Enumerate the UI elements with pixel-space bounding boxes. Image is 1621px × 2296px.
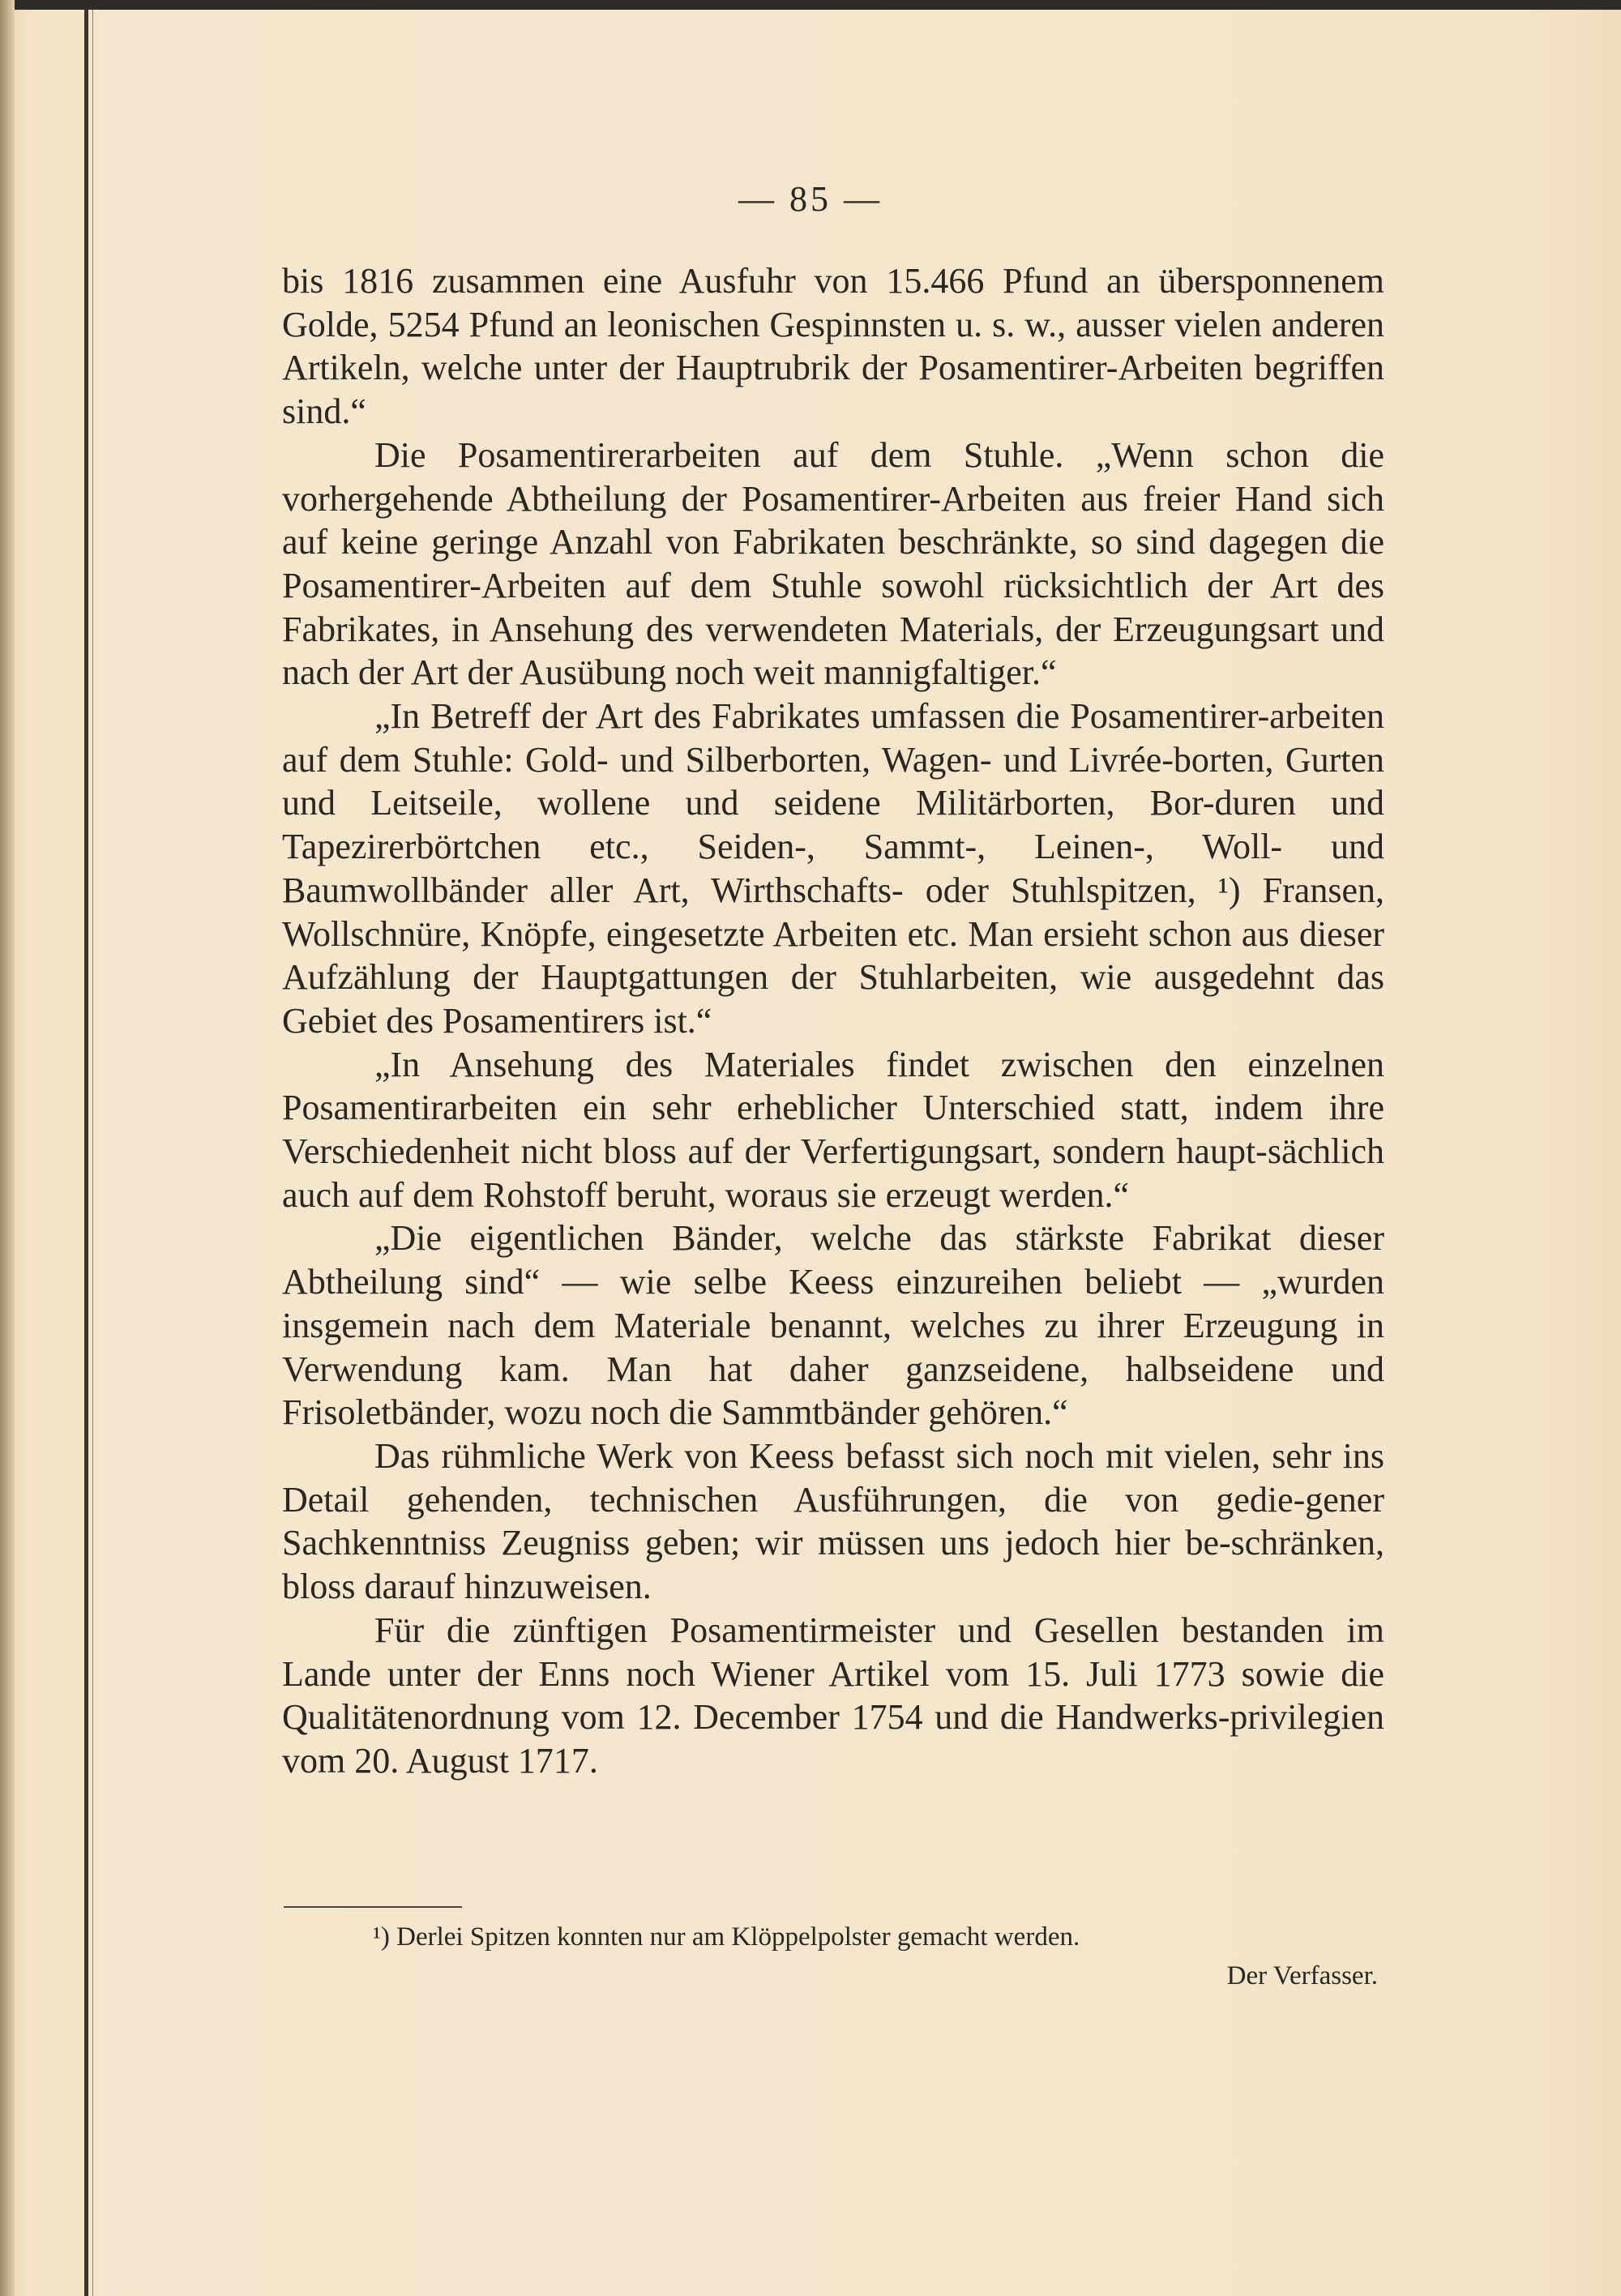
paragraph-6: Das rühmliche Werk von Keess befasst sich noch mit vielen, sehr ins Detail gehenden, technischen Ausführungen, die von gedie-gener Sachkenntniss Zeugniss geben; wir müssen uns jedoch hier be-schränken, bloss darauf hinzuweisen. (282, 1435, 1384, 1607)
footnote: ¹) Derlei Spitzen konnten nur am Klöppelpolster gemacht werden. (373, 1922, 1080, 1952)
body-text (282, 259, 1384, 1783)
paragraph-7: Für die zünftigen Posamentirmeister und Gesellen bestanden im Lande unter der Enns noch Wiener Artikel vom 15. Juli 1773 sowie die Qualitätenordnung vom 12. December 1754 und die Handwerks-privilegien vom 20. August 1717. (282, 1610, 1384, 1781)
paragraph-4: „In Ansehung des Materiales findet zwischen den einzelnen Posamentirarbeiten ein sehr erheblicher Unterschied statt, indem ihre Verschiedenheit nicht bloss auf der Verfertigungsart, sondern haupt-sächlich auch auf dem Rohstoff beruht, woraus sie erzeugt werden.“ (282, 1044, 1384, 1215)
paragraph-2: Die Posamentirerarbeiten auf dem Stuhle. „Wenn schon die vorhergehende Abtheilung der Posamentirer-Arbeiten aus freier Hand sich auf keine geringe Anzahl von Fabrikaten beschränkte, so sind dagegen die Posamentirer-Arbeiten auf dem Stuhle sowohl rücksichtlich der Art des Fabrikates, in Ansehung des verwendeten Materials, der Erzeugungsart und nach der Art der Ausübung noch weit mannigfaltiger.“ (282, 434, 1384, 693)
paragraph-3: „In Betreff der Art des Fabrikates umfassen die Posamentirer-arbeiten auf dem Stuhle: Gold- und Silberborten, Wagen- und Livrée-borten, Gurten und Leitseile, wollene und seidene Militärborten, Bor-duren und Tapezirerbörtchen etc., Seiden-, Sammt-, Leinen-, Woll- und Baumwollbänder aller Art, Wirthschafts- oder Stuhlspitzen, ¹) Fransen, Wollschnüre, Knöpfe, eingesetzte Arbeiten etc. Man ersieht schon aus dieser Aufzählung der Hauptgattungen der Stuhlarbeiten, wie ausgedehnt das Gebiet des Posamentirers ist.“ (282, 696, 1384, 1041)
scan-top-edge (0, 0, 1621, 10)
scan-border-line-thin (92, 10, 93, 2296)
spine-shadow (0, 0, 15, 2296)
page-number: — 85 — (738, 179, 883, 219)
scan-border-line (84, 10, 88, 2296)
paragraph-5: „Die eigentlichen Bänder, welche das stärkste Fabrikat dieser Abtheilung sind“ — wie selbe Keess einzureihen beliebt — „wurden insgemein nach dem Materiale benannt, welches zu ihrer Erzeugung in Verwendung kam. Man hat daher ganzseidene, halbseidene und Frisoletbänder, wozu noch die Sammtbänder gehören.“ (282, 1218, 1384, 1433)
paragraph-1: bis 1816 zusammen eine Ausfuhr von 15.466 Pfund an übersponnenem Golde, 5254 Pfund an leonischen Gespinnsten u. s. w., ausser vielen anderen Artikeln, welche unter der Hauptrubrik der Posamentirer-Arbeiten begriffen sind.“ (282, 261, 1384, 432)
footnote-rule (284, 1906, 462, 1908)
footnote-author: Der Verfasser. (1226, 1961, 1378, 1990)
